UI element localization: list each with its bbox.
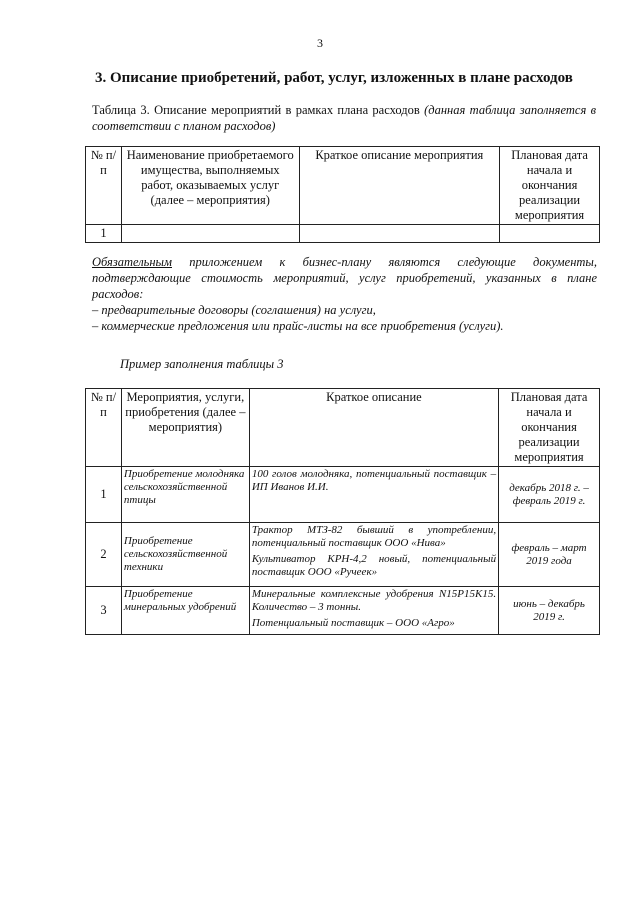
table3: [85, 146, 600, 243]
example-cell-num: 2: [86, 523, 122, 587]
table3-caption-hint: (данная таблица заполняется в соответствии с планом расходов): [92, 103, 597, 133]
example-table: [85, 388, 600, 635]
table3-cell-date: [500, 225, 600, 243]
example-cell-name: Приобретение минеральных удобрений: [121, 587, 249, 635]
note-item: – коммерческие предложения или прайс-листы на все приобретения (услуги).: [92, 319, 504, 333]
note-item: – предварительные договоры (соглашения) на услуги,: [92, 303, 376, 317]
example-cell-desc: [249, 523, 498, 587]
example-cell-desc: [249, 467, 498, 523]
example-cell-desc: [249, 587, 498, 635]
table3-header-cell: № п/п: [86, 147, 122, 225]
section-title: 3. Описание приобретений, работ, услуг, изложенных в плане расходов: [95, 70, 573, 86]
example-header-cell: Краткое описание: [249, 389, 498, 467]
example-desc-line: Потенциальный поставщик – ООО «Агро»: [251, 617, 455, 629]
table-row: [86, 225, 600, 243]
example-desc-line: Трактор МТЗ-82 бывший в употреблении, потенциальный поставщик ООО «Нива»: [251, 524, 497, 549]
table3-cell-name: [121, 225, 299, 243]
example-cell-name: Приобретение молодняка сельскохозяйственной птицы: [121, 467, 249, 523]
required-documents-note: [92, 254, 597, 334]
page-number: 3: [317, 36, 323, 50]
example-header-cell: Мероприятия, услуги, приобретения (далее – мероприятия): [121, 389, 249, 467]
table3-header-cell: Краткое описание мероприятия: [299, 147, 500, 225]
table-row: [86, 587, 600, 635]
table-row: [86, 467, 600, 523]
table-row: [86, 523, 600, 587]
example-header-cell: Плановая дата начала и окончания реализации мероприятия: [499, 389, 600, 467]
example-cell-date: февраль – март 2019 года: [499, 523, 600, 587]
example-header-cell: № п/п: [86, 389, 122, 467]
example-cell-date: июнь – декабрь 2019 г.: [499, 587, 600, 635]
example-cell-date: декабрь 2018 г. – февраль 2019 г.: [499, 467, 600, 523]
table3-caption-text: Таблица 3. Описание мероприятий в рамках плана расходов: [92, 103, 420, 117]
example-desc-line: Минеральные комплексные удобрения N15P15K15. Количество – 3 тонны.: [251, 588, 497, 613]
example-header-row: [86, 389, 600, 467]
table3-cell-num: 1: [86, 225, 122, 243]
note-text: приложением к бизнес-плану являются следующие документы, подтверждающие стоимость мероприятий, услуг приобретений, указанных в плане расходов:: [92, 255, 598, 301]
note-paragraph: [92, 254, 597, 302]
example-desc-line: Культиватор КРН-4,2 новый, потенциальный поставщик ООО «Ручеек»: [251, 553, 497, 578]
example-cell-num: 3: [86, 587, 122, 635]
table3-caption: [92, 102, 596, 134]
table3-header-row: [86, 147, 600, 225]
table3-header-cell: Плановая дата начала и окончания реализации мероприятия: [500, 147, 600, 225]
table3-cell-desc: [299, 225, 500, 243]
example-cell-num: 1: [86, 467, 122, 523]
table3-header-cell: Наименование приобретаемого имущества, выполняемых работ, оказываемых услуг (далее – мероприятия): [121, 147, 299, 225]
note-lead: Обязательным: [92, 255, 172, 269]
example-desc-line: 100 голов молодняка, потенциальный поставщик – ИП Иванов И.И.: [251, 468, 497, 493]
example-title: Пример заполнения таблицы 3: [120, 357, 284, 371]
example-cell-name: Приобретение сельскохозяйственной техники: [121, 523, 249, 587]
